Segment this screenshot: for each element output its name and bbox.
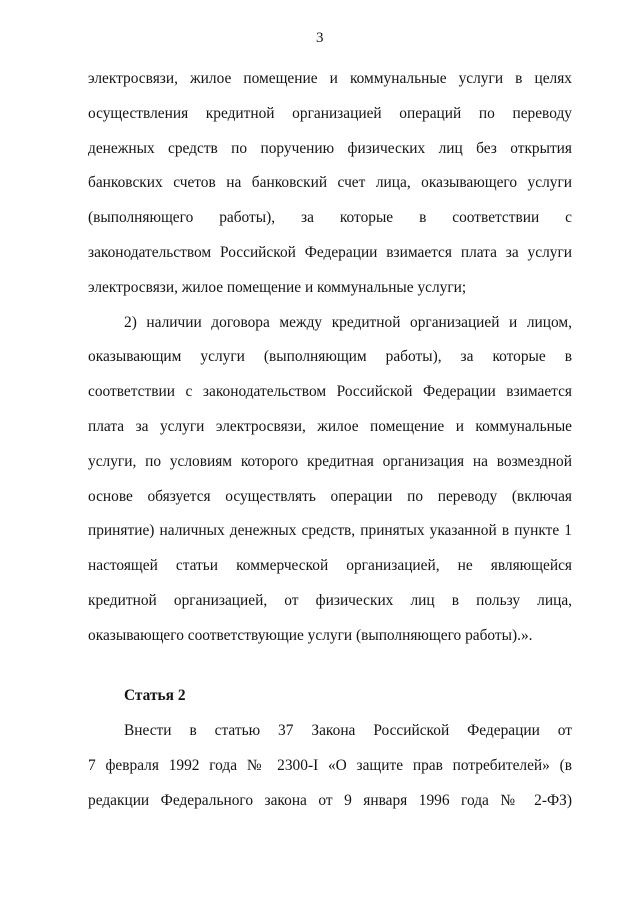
paragraph-line: 2) наличии договора между кредитной организацией и лицом, (124, 313, 572, 331)
paragraph-line: принятие) наличных денежных средств, принятых указанной в пункте 1 (88, 522, 572, 540)
paragraph-line: 7 февраля 1992 года № 2300-I «О защите прав потребителей» (в (88, 756, 572, 774)
paragraph-line: законодательством Российской Федерации взимается плата за услуги (88, 243, 572, 261)
paragraph-line: осуществления кредитной организацией операций по переводу (88, 104, 572, 122)
article-heading: Статья 2 (124, 687, 186, 704)
page-number: 3 (316, 30, 324, 46)
paragraph-line: основе обязуется осуществлять операции по переводу (включая (88, 487, 572, 505)
paragraph-line: электросвязи, жилое помещение и коммунальные услуги; (88, 278, 467, 296)
paragraph-line: оказывающим услуги (выполняющим работы), за которые в (88, 348, 572, 366)
document-body (88, 62, 572, 654)
paragraph-line: (выполняющего работы), за которые в соответствии с (88, 209, 572, 227)
paragraph-line: электросвязи, жилое помещение и коммунальные услуги в целях (88, 70, 572, 87)
paragraph-line: кредитной организацией, от физических лиц в пользу лица, (88, 591, 572, 609)
paragraph-line: соответствии с законодательством Российской Федерации взимается (88, 383, 572, 401)
paragraph-line: плата за услуги электросвязи, жилое помещение и коммунальные (88, 417, 572, 435)
paragraph-line: денежных средств по поручению физических лиц без открытия (88, 139, 572, 157)
article-body (88, 714, 572, 818)
paragraph-line: услуги, по условиям которого кредитная организация на возмездной (88, 452, 572, 470)
paragraph-line: банковских счетов на банковский счет лица, оказывающего услуги (88, 174, 572, 192)
paragraph-line: настоящей статьи коммерческой организацией, не являющейся (88, 557, 572, 575)
paragraph-line: оказывающего соответствующие услуги (выполняющего работы).». (88, 626, 533, 644)
paragraph-line: редакции Федерального закона от 9 января 1996 года № 2-ФЗ) (88, 791, 572, 809)
paragraph-line: Внести в статью 37 Закона Российской Федерации от (124, 722, 572, 739)
